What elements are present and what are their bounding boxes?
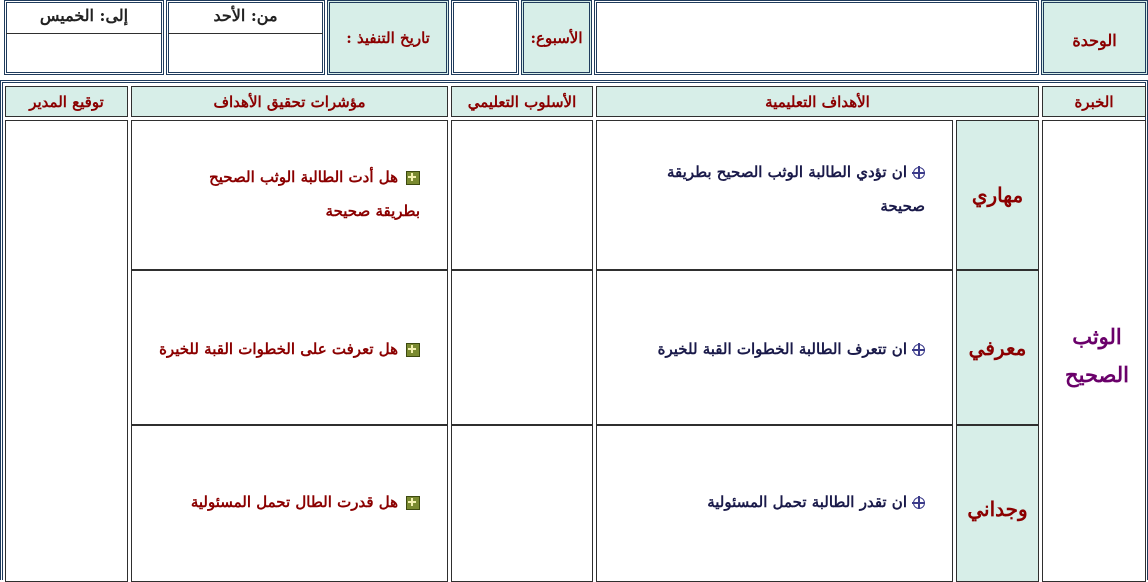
crosshair-circle-icon [913, 167, 925, 179]
indicator-text-3: هل قدرت الطال تحمل المسئولية [150, 485, 420, 521]
header-method: الأسلوب التعليمي [451, 86, 593, 117]
domain-cell-cognitive [956, 270, 1039, 425]
header-experience: الخبرة [1042, 86, 1146, 117]
to-divider [6, 33, 162, 34]
indicator-text-1: هل أدت الطالبة الوثب الصحيح بطريقة صحيحة [209, 168, 420, 220]
date-label: تاريخ التنفيذ : [346, 29, 430, 47]
green-plus-square-icon [406, 171, 420, 185]
objective-text-3: ان تقدر الطالبة تحمل المسئولية [640, 485, 925, 521]
week-value-cell[interactable] [451, 0, 519, 75]
method-cell-1[interactable] [451, 120, 593, 270]
experience-name: الوثب الصحيح [1065, 324, 1129, 387]
header-indicators: مؤشرات تحقيق الأهداف [131, 86, 448, 117]
header-objectives: الأهداف التعليمية [596, 86, 1039, 117]
header-principal: توقيع المدير [5, 86, 128, 117]
unit-value-cell[interactable] [594, 0, 1039, 75]
green-plus-square-icon [406, 343, 420, 357]
unit-label: الوحدة [1072, 30, 1117, 50]
week-label: الأسبوع: [530, 29, 583, 47]
domain-cell-affective [956, 425, 1039, 582]
indicator-text-2: هل تعرفت على الخطوات القبة للخيرة [134, 332, 420, 368]
info-bar [0, 0, 1148, 76]
method-cell-3[interactable] [451, 425, 593, 582]
from-divider [168, 33, 323, 34]
domain-cell-skill [956, 120, 1039, 270]
domain-label-cognitive: معرفي [968, 335, 1027, 360]
crosshair-circle-icon [913, 344, 925, 356]
objective-text-2: ان تتعرف الطالبة الخطوات القبة للخيرة [610, 332, 925, 368]
crosshair-circle-icon [913, 497, 925, 509]
from-label: من: الأحد [213, 6, 278, 25]
domain-label-affective: وجداني [967, 496, 1028, 521]
principal-signature-cell[interactable] [5, 120, 128, 582]
to-label: إلى: الخميس [39, 6, 129, 25]
objective-text-1: ان تؤدي الطالبة الوثب الصحيح بطريقة صحيحة [667, 163, 925, 215]
method-cell-2[interactable] [451, 270, 593, 425]
domain-label-skill: مهاري [971, 183, 1024, 207]
green-plus-square-icon [406, 496, 420, 510]
